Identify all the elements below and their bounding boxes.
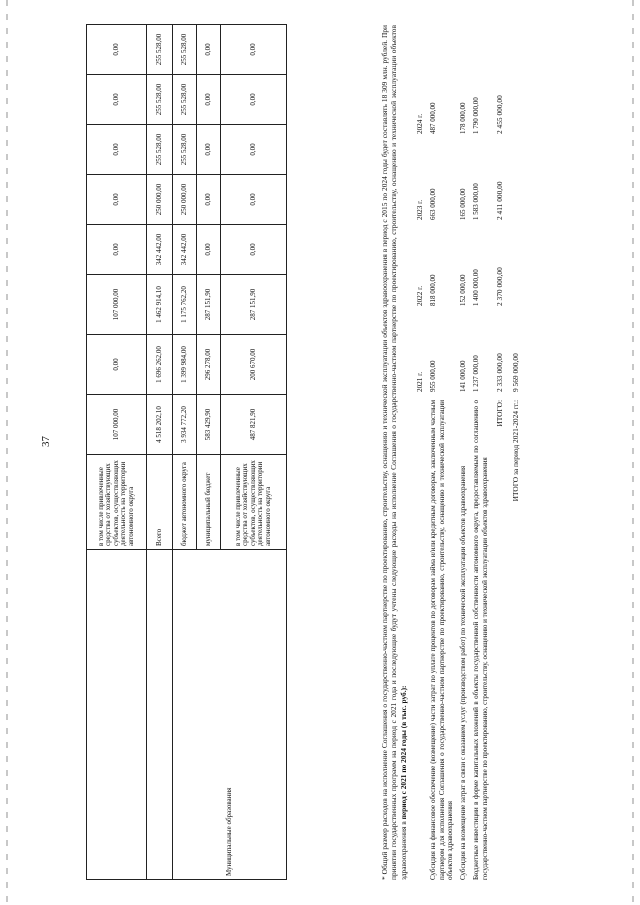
value-cell: 0,00	[221, 125, 287, 175]
value-cell: 255 528,00	[147, 25, 173, 75]
source-cell: бюджет автономного округа	[173, 455, 197, 550]
note-item-value: 1 790 000,00	[471, 97, 480, 134]
funding-table	[86, 24, 287, 880]
value-cell: 255 528,00	[173, 25, 197, 75]
note-item-value: 178 000,00	[459, 102, 467, 134]
value-cell: 200 670,00	[221, 335, 287, 395]
note-marker: *	[380, 876, 389, 880]
value-cell: 0,00	[221, 175, 287, 225]
note-item-value: 1 400 000,00	[471, 269, 480, 306]
value-cell: 0,00	[87, 335, 147, 395]
table-row	[87, 25, 147, 880]
value-cell: 1 399 984,00	[173, 335, 197, 395]
value-cell: 250 000,00	[147, 175, 173, 225]
value-cell: 255 528,00	[147, 125, 173, 175]
right-scan-edge	[632, 0, 634, 905]
note-item-value: 818 000,00	[428, 274, 437, 306]
value-cell: 4 518 202,10	[147, 395, 173, 455]
source-cell: муниципальный бюджет	[197, 455, 221, 550]
funding-table-body	[87, 25, 287, 880]
value-cell: 287 151,90	[197, 275, 221, 335]
note-intro	[380, 25, 408, 880]
value-cell: 342 442,00	[147, 225, 173, 275]
note-item-value: 152 000,00	[459, 274, 467, 306]
total-2022: 2 370 000,00	[495, 267, 505, 306]
page-number: 37	[40, 436, 52, 447]
value-cell: 0,00	[221, 225, 287, 275]
note-item-row	[459, 25, 468, 880]
value-cell: 3 934 772,20	[173, 395, 197, 455]
note-item-row	[472, 25, 490, 880]
note-item-value: 663 000,00	[428, 188, 437, 220]
value-cell: 0,00	[87, 225, 147, 275]
year-2023: 2023 г.	[415, 199, 424, 220]
value-cell: 487 821,90	[221, 395, 287, 455]
value-cell: 1 462 914,10	[147, 275, 173, 335]
notes-section	[380, 25, 520, 880]
category-cell	[87, 550, 147, 880]
table-row	[147, 25, 173, 880]
note-item-label: Субсидия на возмещение затрат в связи с оказанием услуг (производством работ) по технической эксплуатации объектов здравоохранения	[459, 465, 467, 880]
category-cell	[147, 550, 173, 880]
note-total-label: ИТОГО:	[495, 400, 505, 427]
value-cell: 0,00	[221, 75, 287, 125]
value-cell: 255 528,00	[173, 75, 197, 125]
note-item-value: 487 000,00	[428, 102, 437, 134]
note-intro-bold: период с 2021 по 2024 годы (в тыс. руб.):	[398, 685, 408, 820]
value-cell: 0,00	[197, 75, 221, 125]
note-item-value: 165 000,00	[459, 188, 467, 220]
source-cell: Всего	[147, 455, 173, 550]
value-cell: 0,00	[197, 25, 221, 75]
value-cell: 296 278,00	[197, 335, 221, 395]
note-item-value: 141 000,00	[459, 360, 467, 392]
year-2021: 2021 г.	[415, 371, 424, 392]
value-cell: 0,00	[221, 25, 287, 75]
year-2024: 2024 г.	[415, 113, 424, 134]
value-cell: 0,00	[197, 175, 221, 225]
note-intro-text: Общий размер расходов на исполнение Соглашения о государственно-частном партнерстве по проектированию, строительству, оснащению и технической эксплуатации объектов здравоохранения в период с 2015 по 2024 годы будет составлять 18 309 млн. рублей. При принятии государственных программ на период с 2021 года и последующие будут учтены следующие расходы на исполнение Соглашения о государственно-частном партнерстве по проектированию, строительству, оснащению и технической эксплуатации объектов здравоохранения в	[380, 25, 408, 880]
note-item-label: Бюджетные инвестиции в форме капитальных вложений в объекты государственной собственности автономного округа, предоставляемым по соглашению о государственно-частном партнерстве по проектированию, строительству, оснащению и технической эксплуатации объектов здравоохранения	[471, 400, 489, 880]
value-cell: 0,00	[197, 225, 221, 275]
total-2024: 2 455 000,00	[495, 95, 505, 134]
value-cell: 0,00	[87, 175, 147, 225]
value-cell: 0,00	[197, 125, 221, 175]
value-cell: 1 696 262,00	[147, 335, 173, 395]
grand-total-label: ИТОГО за период 2021-2024 гг.:	[510, 400, 520, 502]
note-total-row	[495, 25, 504, 880]
value-cell: 1 175 762,20	[173, 275, 197, 335]
total-2023: 2 411 000,00	[495, 181, 505, 220]
note-item-row	[429, 25, 455, 880]
value-cell: 0,00	[87, 125, 147, 175]
value-cell: 0,00	[87, 75, 147, 125]
note-item-value: 1 583 000,00	[471, 183, 480, 220]
value-cell: 0,00	[87, 25, 147, 75]
note-years-row	[416, 25, 425, 880]
value-cell: 287 151,90	[221, 275, 287, 335]
year-2022: 2022 г.	[415, 285, 424, 306]
note-items	[429, 25, 490, 880]
total-2021: 2 333 000,00	[495, 353, 505, 392]
value-cell: 342 442,00	[173, 225, 197, 275]
table-row	[173, 25, 197, 880]
note-item-label: Субсидия на финансовое обеспечение (возмещение) части затрат по уплате процентов по договорам займа и/или кредитным договорам, заключенным частным партнером для исполнения Соглашения о государственно-частном партнерстве по проектированию, строительству, оснащению и технической эксплуатации объектов здравоохранения	[428, 400, 455, 880]
category-cell: Муниципальные образования	[173, 550, 287, 880]
left-scan-edge	[6, 0, 8, 905]
rotated-page-content	[60, 20, 620, 880]
value-cell: 255 528,00	[173, 125, 197, 175]
note-item-value: 955 000,00	[428, 360, 437, 392]
value-cell: 583 429,90	[197, 395, 221, 455]
source-cell: в том числе привлеченные средства от хозяйствующих субъектов, осуществляющих деятельность на территории автономного округа	[221, 455, 287, 550]
value-cell: 255 528,00	[147, 75, 173, 125]
note-grand-total-row	[511, 25, 520, 880]
note-item-value: 1 237 000,00	[471, 355, 480, 392]
value-cell: 107 000,00	[87, 395, 147, 455]
source-cell: в том числе привлеченные средства от хозяйствующих субъектов, осуществляющих деятельность на территории автономного округа	[87, 455, 147, 550]
value-cell: 250 000,00	[173, 175, 197, 225]
grand-total-value: 9 569 000,00	[510, 353, 520, 392]
value-cell: 107 000,00	[87, 275, 147, 335]
